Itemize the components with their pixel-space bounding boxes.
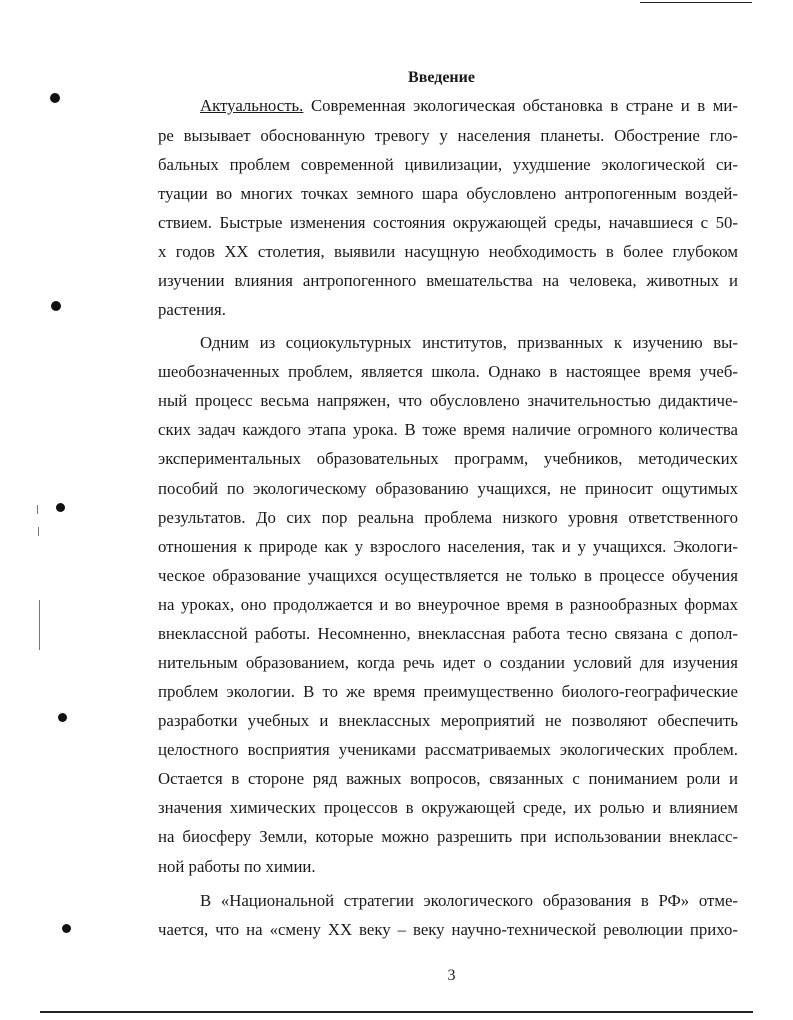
actuality-label: Актуальность. [200,96,304,115]
text-line: ной работы по химии. [158,857,316,876]
punch-hole-5 [62,924,71,933]
margin-mark-2 [38,527,39,536]
punch-hole-4 [58,713,67,722]
bottom-scan-rule [40,1011,753,1013]
text-line: значения химических процессов в окружающей среде, их ролью и влиянием [158,798,738,817]
punch-hole-3 [56,503,65,512]
margin-mark-1 [37,505,38,514]
text-line: туации во многих точках земного шара обусловлено антропогенным воздей- [158,184,738,203]
top-scan-rule [640,2,752,3]
text-line: отношения к природе как у взрослого населения, так и у учащихся. Экологи- [158,537,738,556]
text-line: пособий по экологическому образованию учащихся, не приносит ощутимых [158,479,738,498]
text-line: ный процесс весьма напряжен, что обусловлено значительностью дидактиче- [158,391,738,410]
text-line: ре вызывает обоснованную тревогу у населения планеты. Обострение гло- [158,126,738,145]
text-line: ческое образование учащихся осуществляется не только в процессе обучения [158,566,738,585]
text-line: чается, что на «смену XX веку – веку научно-технической революции прихо- [158,920,738,939]
punch-hole-2 [51,301,61,311]
page-title: Введение [408,69,475,86]
margin-mark-3 [39,600,40,650]
text-line: бальных проблем современной цивилизации, ухудшение экологической си- [158,155,738,174]
text-line: разработки учебных и внеклассных мероприятий не позволяют обеспечить [158,711,738,730]
text-line: на биосферу Земли, которые можно разрешить при использовании внекласс- [158,827,738,846]
text-line: х годов XX столетия, выявили насущную необходимость в более глубоком [158,242,738,261]
text-line: Остается в стороне ряд важных вопросов, связанных с пониманием роли и [158,769,738,788]
text-line: В «Национальной стратегии экологического образования в РФ» отме- [200,891,738,910]
text-line: изучении влияния антропогенного вмешательства на человека, животных и [158,271,738,290]
text-line: целостного восприятия учениками рассматриваемых экологических проблем. [158,740,738,759]
text-line: результатов. До сих пор реальна проблема низкого уровня ответственного [158,508,738,527]
text-line: растения. [158,300,226,319]
text-line: нительным образованием, когда речь идет о создании условий для изучения [158,653,738,672]
text-line: внеклассной работы. Несомненно, внеклассная работа тесно связана с допол- [158,624,738,643]
text-line: Актуальность. Современная экологическая обстановка в стране и в ми- [200,96,738,115]
text-line: ствием. Быстрые изменения состояния окружающей среды, начавшиеся с 50- [158,213,738,232]
text-line: Одним из социокультурных институтов, призванных к изучению вы- [200,333,738,352]
text-line: на уроках, оно продолжается и во внеурочное время в разнообразных формах [158,595,738,614]
text-line: экспериментальных образовательных программ, учебников, методических [158,449,738,468]
page-number: 3 [447,967,456,984]
text-line: ских задач каждого этапа урока. В тоже время наличие огромного количества [158,420,738,439]
text-line: проблем экологии. В то же время преимущественно биолого-географические [158,682,738,701]
text-line: шеобозначенных проблем, является школа. Однако в настоящее время учеб- [158,362,738,381]
punch-hole-1 [50,93,60,103]
